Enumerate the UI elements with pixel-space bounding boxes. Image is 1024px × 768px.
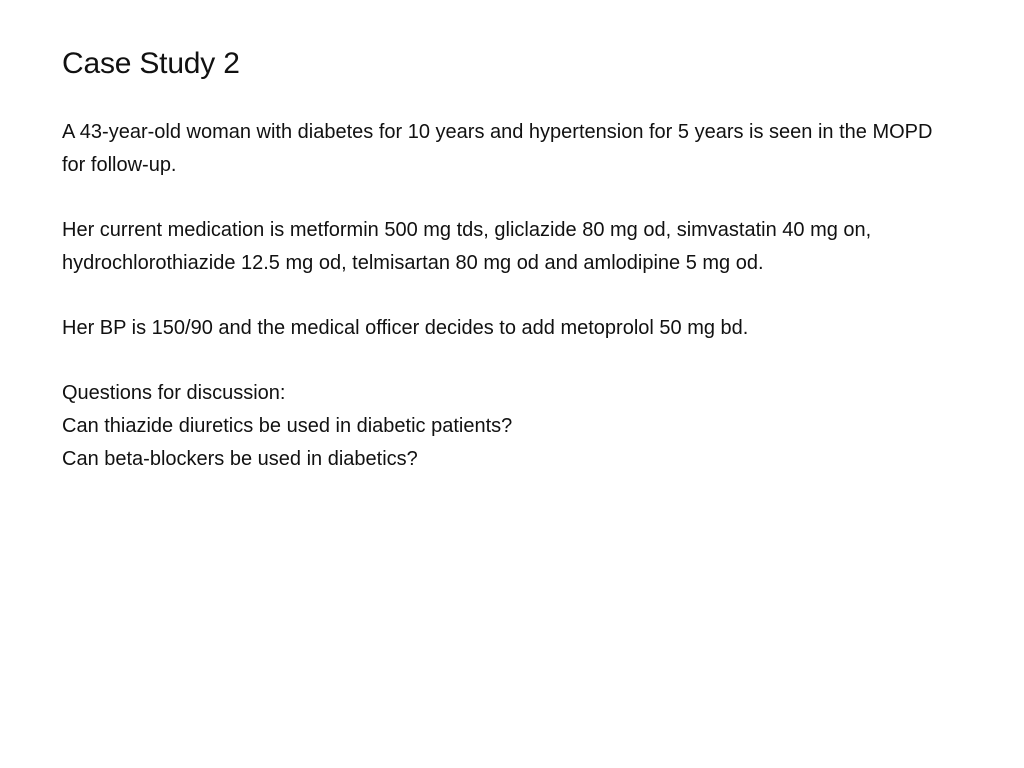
question-item: Can beta-blockers be used in diabetics?	[62, 448, 418, 470]
slide-title: Case Study 2	[62, 47, 240, 80]
case-description-paragraph: A 43-year-old woman with diabetes for 10 years and hypertension for 5 years is seen in the MOPD for follow-up.	[62, 121, 933, 176]
questions-heading: Questions for discussion:	[62, 382, 286, 404]
paragraph-spacer	[62, 182, 962, 214]
paragraph-spacer	[62, 345, 962, 377]
blood-pressure-paragraph: Her BP is 150/90 and the medical officer decides to add metoprolol 50 mg bd.	[62, 317, 749, 339]
paragraph-spacer	[62, 280, 962, 312]
question-item: Can thiazide diuretics be used in diabetic patients?	[62, 415, 513, 437]
medication-paragraph: Her current medication is metformin 500 mg tds, gliclazide 80 mg od, simvastatin 40 mg on, hydrochlorothiazide 12.5 mg od, telmisartan 80 mg od and amlodipine 5 mg od.	[62, 219, 872, 274]
slide-body	[62, 116, 962, 476]
